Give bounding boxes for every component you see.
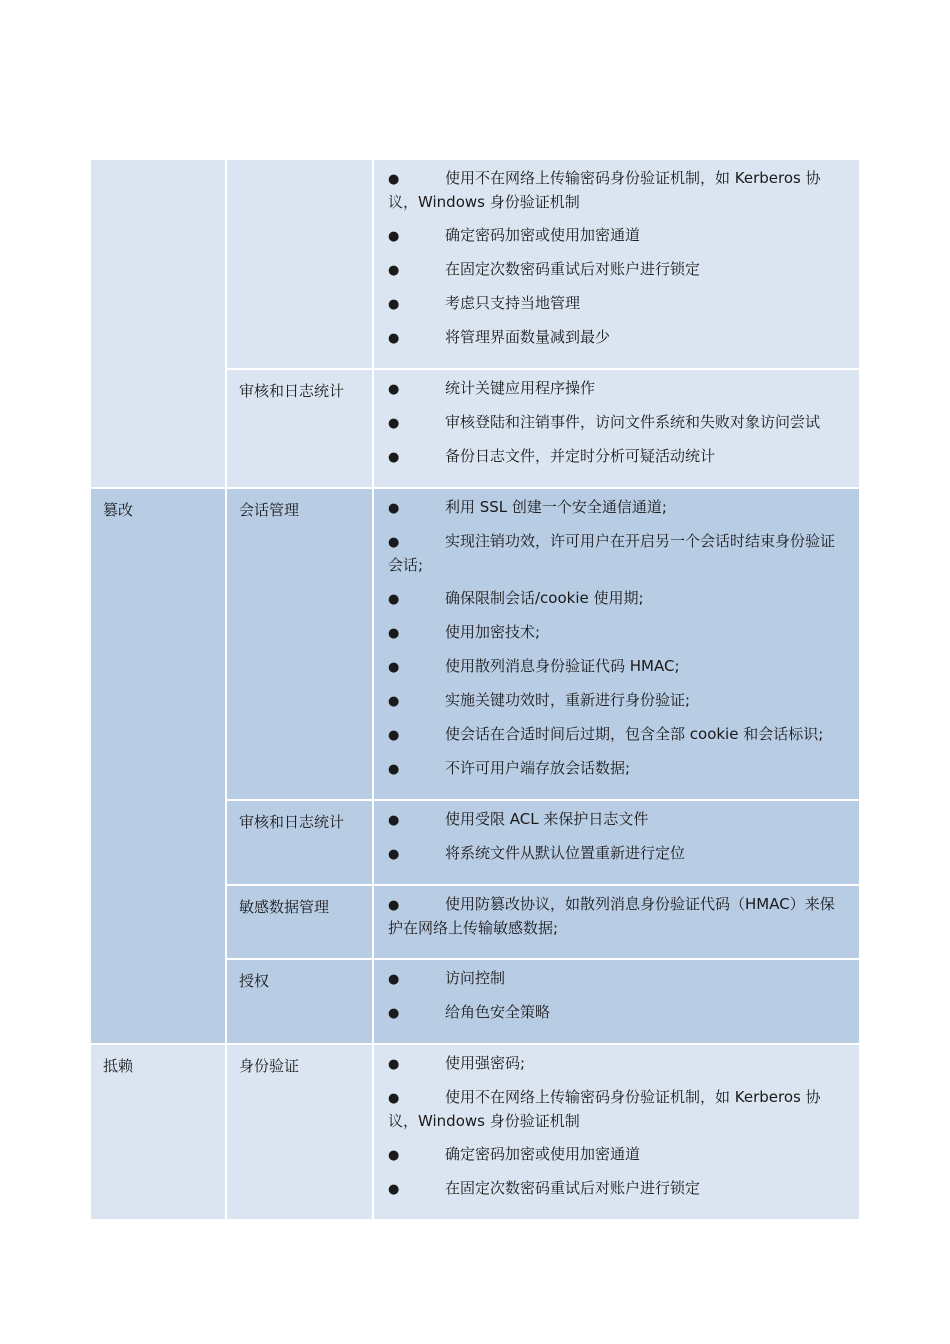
measure-item: [388, 723, 845, 747]
measure-item: [388, 1177, 845, 1201]
measure-text: 使用不在网络上传输密码身份验证机制，如 Kerberos 协议，Windows 身份验证机制: [388, 1088, 821, 1130]
measure-item: [388, 292, 845, 316]
measures-cell: [373, 800, 859, 885]
measure-item: [388, 1001, 845, 1025]
measure-item: [388, 496, 845, 520]
measure-text: 使用散列消息身份验证代码 HMAC;: [445, 657, 680, 675]
measures-cell: [373, 1044, 859, 1220]
bullet-icon: ●: [388, 813, 400, 828]
bullet-icon: ●: [388, 1057, 400, 1072]
bullet-icon: ●: [388, 1182, 400, 1197]
measure-item: [388, 689, 845, 713]
measure-item: [388, 1052, 845, 1076]
table-row: [91, 1044, 859, 1220]
measures-cell: [373, 160, 859, 369]
measure-item: [388, 224, 845, 248]
measures-cell: [373, 369, 859, 488]
measure-item: [388, 530, 845, 577]
measure-text: 确保限制会话/cookie 使用期;: [445, 589, 644, 607]
measure-item: [388, 258, 845, 282]
measures-cell: [373, 488, 859, 800]
measure-text: 确定密码加密或使用加密通道: [445, 226, 641, 244]
measure-item: [388, 167, 845, 214]
measure-item: [388, 1143, 845, 1167]
measure-item: [388, 377, 845, 401]
bullet-icon: ●: [388, 626, 400, 641]
bullet-icon: ●: [388, 972, 400, 987]
measure-item: [388, 655, 845, 679]
measure-text: 使用不在网络上传输密码身份验证机制，如 Kerberos 协议，Windows 身份验证机制: [388, 169, 821, 211]
measure-item: [388, 808, 845, 832]
subcategory-cell: 敏感数据管理: [226, 885, 373, 959]
bullet-icon: ●: [388, 535, 400, 550]
subcategory-cell: 会话管理: [226, 488, 373, 800]
measures-cell: [373, 959, 859, 1044]
measure-text: 不许可用户端存放会话数据;: [445, 759, 631, 777]
measures-cell: [373, 885, 859, 959]
measure-item: [388, 1086, 845, 1133]
bullet-icon: ●: [388, 694, 400, 709]
threat-category-cell: [91, 160, 226, 488]
subcategory-cell: 审核和日志统计: [226, 369, 373, 488]
measure-text: 实现注销功效，许可用户在开启另一个会话时结束身份验证会话;: [388, 532, 836, 574]
bullet-icon: ●: [388, 728, 400, 743]
measure-item: [388, 757, 845, 781]
bullet-icon: ●: [388, 592, 400, 607]
bullet-icon: ●: [388, 416, 400, 431]
bullet-icon: ●: [388, 1091, 400, 1106]
table-row: [91, 160, 859, 369]
bullet-icon: ●: [388, 898, 400, 913]
subcategory-cell: 审核和日志统计: [226, 800, 373, 885]
measure-item: [388, 621, 845, 645]
bullet-icon: ●: [388, 229, 400, 244]
table-body: [91, 160, 859, 1220]
security-measures-table: [91, 160, 859, 1221]
measure-item: [388, 967, 845, 991]
measure-text: 确定密码加密或使用加密通道: [445, 1145, 641, 1163]
measure-text: 给角色安全策略: [445, 1003, 551, 1021]
measure-text: 使会话在合适时间后过期，包含全部 cookie 和会话标识;: [445, 725, 824, 743]
measure-text: 使用受限 ACL 来保护日志文件: [445, 810, 649, 828]
bullet-icon: ●: [388, 263, 400, 278]
measure-text: 使用加密技术;: [445, 623, 541, 641]
measure-text: 将管理界面数量减到最少: [445, 328, 611, 346]
subcategory-cell: 身份验证: [226, 1044, 373, 1220]
measure-text: 访问控制: [445, 969, 506, 987]
bullet-icon: ●: [388, 501, 400, 516]
bullet-icon: ●: [388, 297, 400, 312]
bullet-icon: ●: [388, 1148, 400, 1163]
bullet-icon: ●: [388, 660, 400, 675]
bullet-icon: ●: [388, 762, 400, 777]
bullet-icon: ●: [388, 172, 400, 187]
measure-text: 在固定次数密码重试后对账户进行锁定: [445, 1179, 701, 1197]
measure-item: [388, 445, 845, 469]
measure-text: 审核登陆和注销事件，访问文件系统和失败对象访问尝试: [445, 413, 821, 431]
subcategory-cell: [226, 160, 373, 369]
measure-text: 利用 SSL 创建一个安全通信通道;: [445, 498, 667, 516]
measure-text: 统计关键应用程序操作: [445, 379, 596, 397]
measure-text: 实施关键功效时，重新进行身份验证;: [445, 691, 691, 709]
measure-text: 使用强密码;: [445, 1054, 526, 1072]
measure-text: 备份日志文件，并定时分析可疑活动统计: [445, 447, 716, 465]
measure-item: [388, 842, 845, 866]
bullet-icon: ●: [388, 331, 400, 346]
measure-text: 使用防篡改协议，如散列消息身份验证代码（HMAC）来保护在网络上传输敏感数据;: [388, 895, 835, 937]
bullet-icon: ●: [388, 382, 400, 397]
measure-item: [388, 587, 845, 611]
measure-text: 考虑只支持当地管理: [445, 294, 581, 312]
measure-item: [388, 326, 845, 350]
subcategory-cell: 授权: [226, 959, 373, 1044]
threat-category-cell: 篡改: [91, 488, 226, 1044]
threat-category-cell: 抵赖: [91, 1044, 226, 1220]
bullet-icon: ●: [388, 1006, 400, 1021]
measure-item: [388, 411, 845, 435]
measure-text: 在固定次数密码重试后对账户进行锁定: [445, 260, 701, 278]
bullet-icon: ●: [388, 847, 400, 862]
table-row: [91, 488, 859, 800]
measure-item: [388, 893, 845, 940]
bullet-icon: ●: [388, 450, 400, 465]
measure-text: 将系统文件从默认位置重新进行定位: [445, 844, 686, 862]
